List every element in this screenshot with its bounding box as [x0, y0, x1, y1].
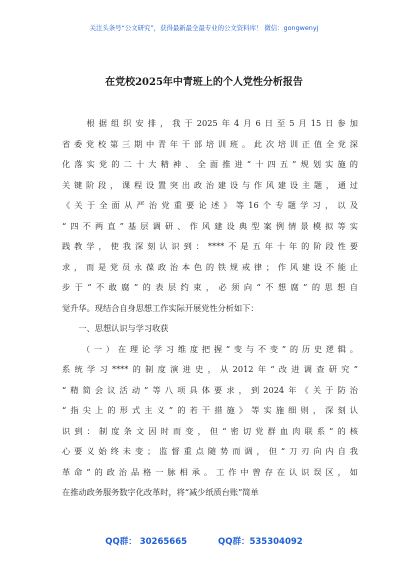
footer-qq-group-2: QQ群：535304092: [218, 537, 303, 547]
body-line: 心要义始终未变；监督重点随势而调，但“刀刃向内自我: [62, 446, 358, 456]
footer-contacts: [0, 535, 408, 547]
body-line: 识到：制度条文因时而变，但“密切党群血肉联系”的核: [62, 425, 358, 436]
body-line: 践教学，使我深刻认识到：****不是五年十年的阶段性要: [62, 241, 358, 251]
body-line: 一、思想认识与学习收获: [62, 323, 169, 333]
body-line: 觉升华。现结合自身思想工作实际开展党性分析如下：: [62, 302, 259, 313]
body-line: （一）在理论学习维度把握“变与不变”的历史逻辑。: [62, 343, 358, 354]
document-title: 在党校2025年中青班上的个人党性分析报告: [105, 77, 303, 88]
body-line: 根据组织安排，我于2025年4月6日至5月15日参加: [62, 118, 358, 128]
body-line: 在推动政务服务数字化改革时，将“减少纸质台账”简单: [62, 487, 259, 497]
body-line: “四不两直”基层调研、作风建设典型案例情景模拟等实: [62, 220, 358, 231]
footer-qq-group-1: QQ群： 30265665: [105, 537, 188, 547]
body-line: 关键阶段，课程设置突出政治建设与作风建设主题，通过: [62, 179, 358, 190]
document-body: [62, 113, 358, 503]
body-line: 《关于全面从严治党重要论述》等16个专题学习，以及: [62, 200, 358, 210]
body-line: “指尖上的形式主义”的若干措施》等实施细则，深刻认: [62, 405, 358, 415]
header-banner: 关注头条号“公文研究”，获得最新最全最专业的公文资料库！ 微信：gongwenyj: [89, 24, 319, 32]
body-line: 革命”的政治品格一脉相承。工作中曾存在认识误区，如: [62, 466, 358, 477]
body-line: 求，而是党员永葆政治本色的铁规戒律；作风建设不能止: [62, 261, 358, 272]
body-line: 省委党校第三期中青年干部培训班。此次培训正值全党深: [62, 138, 358, 149]
body-line: 化落实党的二十大精神、全面推进“十四五”规划实施的: [62, 159, 358, 169]
body-line: “精简会议活动”等八项具体要求，到2024年《关于防治: [62, 384, 358, 395]
body-line: 步于“不敢腐”的表层约束，必须向“不想腐”的思想自: [62, 282, 358, 292]
body-line: 系统学习****的制度演进史，从2012年“改进调查研究”: [62, 364, 358, 374]
